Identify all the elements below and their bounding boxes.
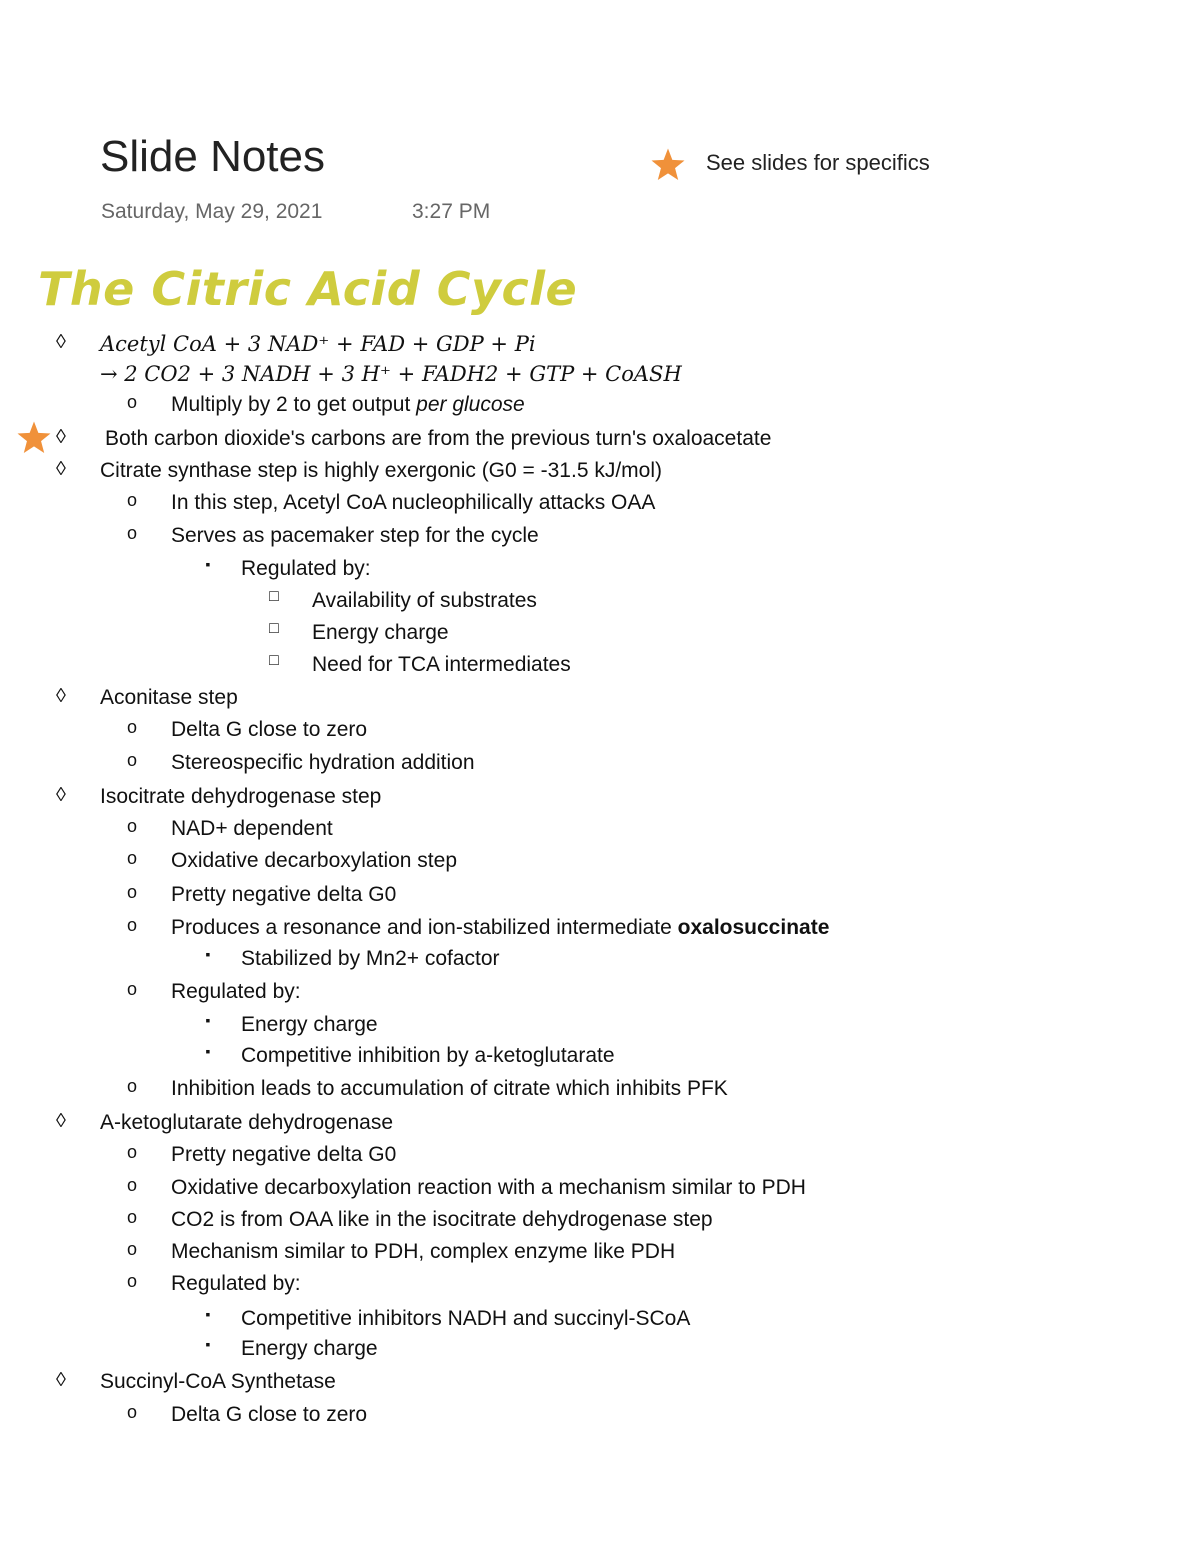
diamond-bullet-icon: ◊ [56, 1369, 66, 1391]
list-item: Serves as pacemaker step for the cycle [171, 524, 539, 547]
list-item: Both carbon dioxide's carbons are from the previous turn's oxaloacetate [105, 427, 772, 450]
circle-bullet-icon: o [126, 392, 137, 412]
checkbox-bullet-icon: □ [269, 588, 279, 605]
list-item: Citrate synthase step is highly exergonic (G0 = -31.5 kJ/mol) [100, 459, 662, 482]
list-item: Need for TCA intermediates [312, 653, 571, 676]
star-icon [16, 420, 52, 456]
circle-bullet-icon: o [126, 1402, 137, 1422]
square-bullet-icon: ▪ [205, 1012, 211, 1028]
circle-bullet-icon: o [126, 717, 137, 737]
note-time: 3:27 PM [412, 200, 491, 223]
circle-bullet-icon: o [126, 1271, 137, 1291]
equation-note: Multiply by 2 to get output per glucose [171, 393, 525, 416]
list-item: A-ketoglutarate dehydrogenase [100, 1111, 394, 1134]
list-item: Stereospecific hydration addition [171, 751, 475, 774]
circle-bullet-icon: o [126, 523, 137, 543]
circle-bullet-icon: o [126, 915, 137, 935]
diamond-bullet-icon: ◊ [56, 1110, 66, 1132]
legend-text: See slides for specifics [706, 150, 930, 175]
page-title: Slide Notes [100, 132, 326, 181]
circle-bullet-icon: o [126, 979, 137, 999]
list-item: Delta G close to zero [171, 718, 368, 741]
square-bullet-icon: ▪ [205, 1306, 211, 1322]
list-item: Regulated by: [171, 1272, 301, 1295]
list-item: Stabilized by Mn2+ cofactor [241, 947, 500, 970]
list-item: Isocitrate dehydrogenase step [100, 785, 382, 808]
list-item: Mechanism similar to PDH, complex enzyme like PDH [171, 1240, 676, 1263]
list-item: CO2 is from OAA like in the isocitrate dehydrogenase step [171, 1208, 713, 1231]
circle-bullet-icon: o [126, 1076, 137, 1096]
diamond-bullet-icon: ◊ [56, 426, 66, 448]
list-item: Delta G close to zero [171, 1403, 368, 1426]
diamond-bullet-icon: ◊ [56, 458, 66, 480]
list-item: Aconitase step [100, 686, 238, 709]
list-item: Regulated by: [241, 557, 371, 580]
square-bullet-icon: ▪ [205, 946, 211, 962]
list-item: Pretty negative delta G0 [171, 883, 397, 906]
circle-bullet-icon: o [126, 816, 137, 836]
circle-bullet-icon: o [126, 1207, 137, 1227]
diamond-bullet-icon: ◊ [56, 331, 66, 353]
circle-bullet-icon: o [126, 490, 137, 510]
circle-bullet-icon: o [126, 848, 137, 868]
list-item: Availability of substrates [312, 589, 537, 612]
list-item: Oxidative decarboxylation step [171, 849, 457, 872]
circle-bullet-icon: o [126, 1239, 137, 1259]
list-item: In this step, Acetyl CoA nucleophilically attacks OAA [171, 491, 656, 514]
list-item: Energy charge [312, 621, 449, 644]
equation-line-1: Acetyl CoA + 3 NAD⁺ + FAD + GDP + Pi [100, 332, 536, 356]
list-item: Competitive inhibitors NADH and succinyl-SCoA [241, 1307, 691, 1330]
list-item: Regulated by: [171, 980, 301, 1003]
list-item: Energy charge [241, 1013, 378, 1036]
list-item: NAD+ dependent [171, 817, 333, 840]
circle-bullet-icon: o [126, 750, 137, 770]
square-bullet-icon: ▪ [205, 1336, 211, 1352]
section-heading: The Citric Acid Cycle [38, 262, 578, 316]
diamond-bullet-icon: ◊ [56, 685, 66, 707]
square-bullet-icon: ▪ [205, 556, 211, 572]
equation-line-2: → 2 CO2 + 3 NADH + 3 H⁺ + FADH2 + GTP + CoASH [100, 362, 682, 386]
circle-bullet-icon: o [126, 1175, 137, 1195]
list-item: Competitive inhibition by a-ketoglutarate [241, 1044, 615, 1067]
note-date: Saturday, May 29, 2021 [101, 200, 323, 223]
list-item: Pretty negative delta G0 [171, 1143, 397, 1166]
list-item: Produces a resonance and ion-stabilized intermediate oxalosuccinate [171, 916, 830, 939]
checkbox-bullet-icon: □ [269, 652, 279, 669]
diamond-bullet-icon: ◊ [56, 784, 66, 806]
circle-bullet-icon: o [126, 1142, 137, 1162]
star-icon [650, 147, 686, 183]
list-item: Succinyl-CoA Synthetase [100, 1370, 336, 1393]
list-item: Inhibition leads to accumulation of citrate which inhibits PFK [171, 1077, 728, 1100]
circle-bullet-icon: o [126, 882, 137, 902]
list-item: Energy charge [241, 1337, 378, 1360]
square-bullet-icon: ▪ [205, 1043, 211, 1059]
checkbox-bullet-icon: □ [269, 620, 279, 637]
list-item: Oxidative decarboxylation reaction with a mechanism similar to PDH [171, 1176, 806, 1199]
